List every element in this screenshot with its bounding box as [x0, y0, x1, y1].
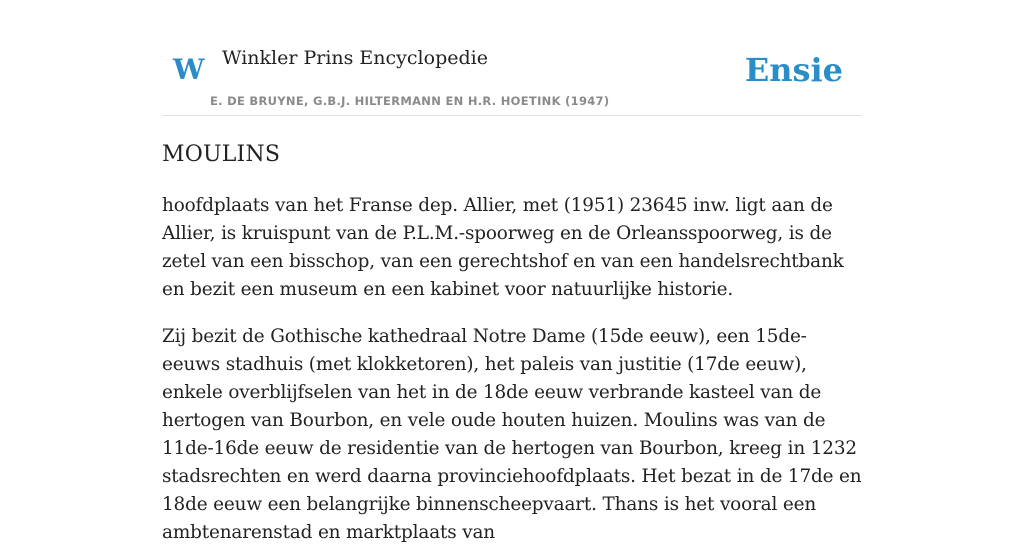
- ensie-brand-link[interactable]: Ensie: [744, 51, 843, 89]
- site-header: [162, 0, 862, 116]
- site-authors: E. DE BRUYNE, G.B.J. HILTERMANN EN H.R. HOETINK (1947): [210, 94, 610, 108]
- article-title: MOULINS: [162, 142, 281, 167]
- article-paragraph: Zij bezit de Gothische kathedraal Notre Dame (15de eeuw), een 15de-eeuws stadhuis (met klokketoren), het paleis van justitie (17de eeuw), enkele overblijfselen van het in de 18de eeuw verbrande kasteel van de hertogen van Bourbon, en vele oude houten huizen. Moulins was van de 11de-16de eeuw de residentie van de hertogen van Bourbon, kreeg in 1232 stadsrechten en werd daarna provinciehoofdplaats. Het bezat in de 17de en 18de eeuw een belangrijke binnenscheepvaart. Thans is het vooral een ambtenarenstad en marktplaats van: [162, 326, 862, 543]
- site-logo-link[interactable]: W: [173, 53, 205, 86]
- site-title: Winkler Prins Encyclopedie: [222, 47, 488, 69]
- article: [162, 140, 862, 547]
- article-paragraph: hoofdplaats van het Franse dep. Allier, met (1951) 23645 inw. ligt aan de Allier, is kruispunt van de P.L.M.-spoorweg en de Orleansspoorweg, is de zetel van een bisschop, van een gerechtshof en van een handelsrechtbank en bezit een museum en een kabinet voor natuurlijke historie.: [162, 195, 844, 300]
